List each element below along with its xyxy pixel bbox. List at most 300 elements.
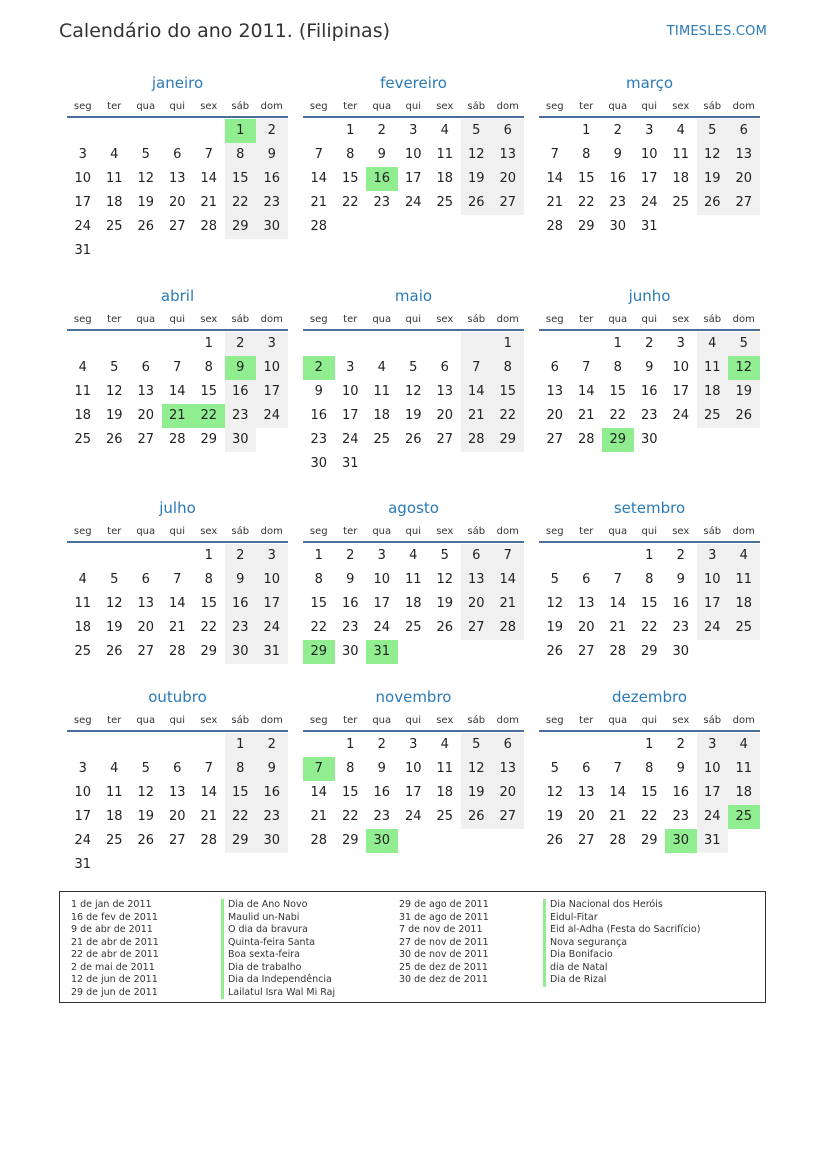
day-cell[interactable]: 25: [105, 219, 123, 234]
day-cell[interactable]: 10: [373, 572, 391, 587]
day-cell[interactable]: 17: [697, 781, 729, 805]
day-cell[interactable]: 12: [461, 143, 493, 167]
day-cell[interactable]: 4: [697, 332, 729, 356]
day-cell[interactable]: 2: [377, 123, 386, 138]
day-cell[interactable]: 30: [672, 644, 690, 659]
day-cell[interactable]: 2: [676, 737, 685, 752]
day-cell[interactable]: 11: [105, 785, 123, 800]
day-cell[interactable]: 28: [200, 833, 218, 848]
day-cell[interactable]: 21: [310, 195, 328, 210]
day-cell[interactable]: 24: [697, 616, 729, 640]
day-cell[interactable]: 19: [137, 195, 155, 210]
day-cell[interactable]: 11: [74, 596, 92, 611]
brand-link[interactable]: TIMESLES.COM: [666, 24, 767, 39]
day-cell[interactable]: 6: [173, 761, 182, 776]
day-cell[interactable]: 22: [341, 195, 359, 210]
day-cell[interactable]: 17: [404, 785, 422, 800]
day-cell[interactable]: 9: [377, 147, 386, 162]
day-cell[interactable]: 3: [645, 123, 654, 138]
day-cell[interactable]: 24: [697, 805, 729, 829]
day-cell[interactable]: 5: [440, 548, 449, 563]
day-cell[interactable]: 13: [577, 596, 595, 611]
day-cell[interactable]: 5: [550, 761, 559, 776]
day-cell[interactable]: 19: [105, 620, 123, 635]
day-cell[interactable]: 25: [436, 809, 454, 824]
day-cell[interactable]: 31: [366, 640, 398, 664]
day-cell[interactable]: 26: [461, 805, 493, 829]
day-cell[interactable]: 11: [404, 572, 422, 587]
day-cell[interactable]: 20: [168, 809, 186, 824]
day-cell[interactable]: 25: [672, 195, 690, 210]
day-cell[interactable]: 19: [461, 167, 493, 191]
day-cell[interactable]: 27: [168, 219, 186, 234]
day-cell[interactable]: 31: [341, 456, 359, 471]
day-cell[interactable]: 29: [492, 428, 524, 452]
day-cell[interactable]: 11: [436, 147, 454, 162]
day-cell[interactable]: 26: [697, 191, 729, 215]
day-cell[interactable]: 13: [492, 143, 524, 167]
day-cell[interactable]: 10: [697, 757, 729, 781]
day-cell[interactable]: 3: [697, 544, 729, 568]
day-cell[interactable]: 6: [550, 360, 559, 375]
day-cell[interactable]: 25: [728, 616, 760, 640]
day-cell[interactable]: 4: [78, 360, 87, 375]
day-cell[interactable]: 9: [256, 757, 288, 781]
day-cell[interactable]: 24: [256, 616, 288, 640]
day-cell[interactable]: 31: [640, 219, 658, 234]
day-cell[interactable]: 15: [577, 171, 595, 186]
day-cell[interactable]: 29: [200, 644, 218, 659]
day-cell[interactable]: 30: [225, 428, 257, 452]
day-cell[interactable]: 12: [461, 757, 493, 781]
day-cell[interactable]: 15: [200, 596, 218, 611]
day-cell[interactable]: 20: [137, 620, 155, 635]
day-cell[interactable]: 24: [256, 404, 288, 428]
day-cell[interactable]: 19: [697, 167, 729, 191]
day-cell[interactable]: 23: [373, 809, 391, 824]
day-cell[interactable]: 19: [137, 809, 155, 824]
day-cell[interactable]: 1: [492, 332, 524, 356]
day-cell[interactable]: 21: [609, 620, 627, 635]
day-cell[interactable]: 29: [602, 428, 634, 452]
day-cell[interactable]: 7: [613, 761, 622, 776]
day-cell[interactable]: 16: [225, 380, 257, 404]
day-cell[interactable]: 15: [225, 781, 257, 805]
day-cell[interactable]: 12: [697, 143, 729, 167]
day-cell[interactable]: 19: [105, 408, 123, 423]
day-cell[interactable]: 14: [492, 568, 524, 592]
day-cell[interactable]: 18: [404, 596, 422, 611]
day-cell[interactable]: 7: [173, 572, 182, 587]
day-cell[interactable]: 19: [461, 781, 493, 805]
day-cell[interactable]: 28: [546, 219, 564, 234]
day-cell[interactable]: 20: [436, 408, 454, 423]
day-cell[interactable]: 26: [404, 432, 422, 447]
day-cell[interactable]: 14: [461, 380, 493, 404]
day-cell[interactable]: 28: [492, 616, 524, 640]
day-cell[interactable]: 25: [404, 620, 422, 635]
day-cell[interactable]: 13: [168, 171, 186, 186]
day-cell[interactable]: 6: [492, 119, 524, 143]
day-cell[interactable]: 8: [582, 147, 591, 162]
day-cell[interactable]: 18: [697, 380, 729, 404]
day-cell[interactable]: 20: [492, 167, 524, 191]
day-cell[interactable]: 22: [341, 809, 359, 824]
day-cell[interactable]: 17: [256, 592, 288, 616]
day-cell[interactable]: 15: [609, 384, 627, 399]
day-cell[interactable]: 26: [105, 432, 123, 447]
day-cell[interactable]: 17: [341, 408, 359, 423]
day-cell[interactable]: 2: [256, 119, 288, 143]
day-cell[interactable]: 20: [546, 408, 564, 423]
day-cell[interactable]: 9: [225, 568, 257, 592]
day-cell[interactable]: 25: [105, 833, 123, 848]
day-cell[interactable]: 27: [436, 432, 454, 447]
day-cell[interactable]: 5: [728, 332, 760, 356]
day-cell[interactable]: 17: [404, 171, 422, 186]
day-cell[interactable]: 27: [577, 644, 595, 659]
day-cell[interactable]: 16: [256, 781, 288, 805]
day-cell[interactable]: 24: [74, 219, 92, 234]
day-cell[interactable]: 3: [78, 147, 87, 162]
day-cell[interactable]: 23: [672, 620, 690, 635]
day-cell[interactable]: 30: [256, 829, 288, 853]
day-cell[interactable]: 26: [105, 644, 123, 659]
day-cell[interactable]: 19: [546, 620, 564, 635]
day-cell[interactable]: 13: [436, 384, 454, 399]
day-cell[interactable]: 11: [74, 384, 92, 399]
day-cell[interactable]: 1: [225, 119, 257, 143]
day-cell[interactable]: 11: [373, 384, 391, 399]
day-cell[interactable]: 5: [461, 733, 493, 757]
day-cell[interactable]: 11: [672, 147, 690, 162]
day-cell[interactable]: 1: [314, 548, 323, 563]
day-cell[interactable]: 27: [546, 432, 564, 447]
day-cell[interactable]: 15: [341, 785, 359, 800]
day-cell[interactable]: 29: [225, 829, 257, 853]
day-cell[interactable]: 6: [582, 761, 591, 776]
day-cell[interactable]: 2: [613, 123, 622, 138]
day-cell[interactable]: 17: [697, 592, 729, 616]
day-cell[interactable]: 27: [168, 833, 186, 848]
day-cell[interactable]: 23: [672, 809, 690, 824]
day-cell[interactable]: 18: [728, 592, 760, 616]
day-cell[interactable]: 18: [74, 408, 92, 423]
day-cell[interactable]: 5: [110, 360, 119, 375]
day-cell[interactable]: 3: [409, 737, 418, 752]
day-cell[interactable]: 11: [728, 568, 760, 592]
day-cell[interactable]: 22: [492, 404, 524, 428]
day-cell[interactable]: 2: [645, 336, 654, 351]
day-cell[interactable]: 29: [341, 833, 359, 848]
day-cell[interactable]: 7: [582, 360, 591, 375]
day-cell[interactable]: 9: [377, 761, 386, 776]
day-cell[interactable]: 7: [492, 544, 524, 568]
day-cell[interactable]: 1: [225, 733, 257, 757]
day-cell[interactable]: 29: [640, 833, 658, 848]
day-cell[interactable]: 1: [346, 737, 355, 752]
day-cell[interactable]: 10: [256, 356, 288, 380]
day-cell[interactable]: 23: [609, 195, 627, 210]
day-cell[interactable]: 22: [310, 620, 328, 635]
day-cell[interactable]: 10: [404, 761, 422, 776]
day-cell[interactable]: 10: [74, 785, 92, 800]
day-cell[interactable]: 26: [728, 404, 760, 428]
day-cell[interactable]: 6: [582, 572, 591, 587]
day-cell[interactable]: 12: [436, 572, 454, 587]
day-cell[interactable]: 25: [436, 195, 454, 210]
day-cell[interactable]: 20: [577, 620, 595, 635]
day-cell[interactable]: 8: [225, 757, 257, 781]
day-cell[interactable]: 17: [672, 384, 690, 399]
day-cell[interactable]: 8: [645, 761, 654, 776]
day-cell[interactable]: 19: [436, 596, 454, 611]
day-cell[interactable]: 18: [105, 809, 123, 824]
day-cell[interactable]: 3: [697, 733, 729, 757]
day-cell[interactable]: 12: [546, 596, 564, 611]
day-cell[interactable]: 18: [436, 785, 454, 800]
day-cell[interactable]: 8: [492, 356, 524, 380]
day-cell[interactable]: 12: [728, 356, 760, 380]
day-cell[interactable]: 16: [310, 408, 328, 423]
day-cell[interactable]: 24: [640, 195, 658, 210]
day-cell[interactable]: 3: [256, 544, 288, 568]
day-cell[interactable]: 23: [310, 432, 328, 447]
day-cell[interactable]: 9: [613, 147, 622, 162]
day-cell[interactable]: 8: [346, 147, 355, 162]
day-cell[interactable]: 11: [436, 761, 454, 776]
day-cell[interactable]: 3: [409, 123, 418, 138]
day-cell[interactable]: 18: [105, 195, 123, 210]
day-cell[interactable]: 4: [110, 761, 119, 776]
day-cell[interactable]: 7: [303, 757, 335, 781]
day-cell[interactable]: 5: [141, 147, 150, 162]
day-cell[interactable]: 20: [137, 408, 155, 423]
day-cell[interactable]: 20: [461, 592, 493, 616]
day-cell[interactable]: 23: [640, 408, 658, 423]
day-cell[interactable]: 9: [645, 360, 654, 375]
day-cell[interactable]: 21: [609, 809, 627, 824]
day-cell[interactable]: 16: [256, 167, 288, 191]
day-cell[interactable]: 28: [577, 432, 595, 447]
day-cell[interactable]: 23: [225, 616, 257, 640]
day-cell[interactable]: 7: [204, 147, 213, 162]
day-cell[interactable]: 10: [74, 171, 92, 186]
day-cell[interactable]: 7: [204, 761, 213, 776]
day-cell[interactable]: 10: [697, 568, 729, 592]
day-cell[interactable]: 13: [577, 785, 595, 800]
day-cell[interactable]: 6: [141, 360, 150, 375]
day-cell[interactable]: 14: [546, 171, 564, 186]
day-cell[interactable]: 10: [256, 568, 288, 592]
day-cell[interactable]: 1: [645, 737, 654, 752]
day-cell[interactable]: 25: [74, 432, 92, 447]
day-cell[interactable]: 18: [728, 781, 760, 805]
day-cell[interactable]: 15: [310, 596, 328, 611]
day-cell[interactable]: 9: [346, 572, 355, 587]
day-cell[interactable]: 14: [310, 785, 328, 800]
day-cell[interactable]: 11: [697, 356, 729, 380]
day-cell[interactable]: 22: [200, 620, 218, 635]
day-cell[interactable]: 31: [74, 243, 92, 258]
day-cell[interactable]: 19: [404, 408, 422, 423]
day-cell[interactable]: 14: [168, 596, 186, 611]
day-cell[interactable]: 2: [225, 332, 257, 356]
day-cell[interactable]: 6: [492, 733, 524, 757]
day-cell[interactable]: 5: [697, 119, 729, 143]
day-cell[interactable]: 21: [546, 195, 564, 210]
day-cell[interactable]: 10: [640, 147, 658, 162]
day-cell[interactable]: 15: [341, 171, 359, 186]
day-cell[interactable]: 22: [193, 404, 225, 428]
day-cell[interactable]: 1: [204, 548, 213, 563]
day-cell[interactable]: 25: [697, 404, 729, 428]
day-cell[interactable]: 17: [256, 380, 288, 404]
day-cell[interactable]: 13: [461, 568, 493, 592]
day-cell[interactable]: 22: [225, 191, 257, 215]
day-cell[interactable]: 4: [78, 572, 87, 587]
day-cell[interactable]: 30: [256, 215, 288, 239]
day-cell[interactable]: 22: [225, 805, 257, 829]
day-cell[interactable]: 11: [105, 171, 123, 186]
day-cell[interactable]: 21: [577, 408, 595, 423]
day-cell[interactable]: 25: [74, 644, 92, 659]
day-cell[interactable]: 24: [373, 620, 391, 635]
day-cell[interactable]: 8: [225, 143, 257, 167]
day-cell[interactable]: 13: [728, 143, 760, 167]
day-cell[interactable]: 5: [409, 360, 418, 375]
day-cell[interactable]: 28: [609, 833, 627, 848]
day-cell[interactable]: 6: [728, 119, 760, 143]
day-cell[interactable]: 2: [676, 548, 685, 563]
day-cell[interactable]: 31: [74, 857, 92, 872]
day-cell[interactable]: 6: [173, 147, 182, 162]
day-cell[interactable]: 23: [341, 620, 359, 635]
day-cell[interactable]: 14: [609, 596, 627, 611]
day-cell[interactable]: 23: [225, 404, 257, 428]
day-cell[interactable]: 14: [577, 384, 595, 399]
day-cell[interactable]: 31: [697, 829, 729, 853]
day-cell[interactable]: 1: [204, 336, 213, 351]
day-cell[interactable]: 21: [200, 809, 218, 824]
day-cell[interactable]: 14: [200, 171, 218, 186]
day-cell[interactable]: 21: [310, 809, 328, 824]
day-cell[interactable]: 22: [640, 809, 658, 824]
day-cell[interactable]: 28: [168, 432, 186, 447]
day-cell[interactable]: 1: [582, 123, 591, 138]
day-cell[interactable]: 3: [377, 548, 386, 563]
day-cell[interactable]: 30: [640, 432, 658, 447]
day-cell[interactable]: 20: [728, 167, 760, 191]
day-cell[interactable]: 30: [609, 219, 627, 234]
day-cell[interactable]: 9: [676, 761, 685, 776]
day-cell[interactable]: 4: [110, 147, 119, 162]
day-cell[interactable]: 16: [225, 592, 257, 616]
day-cell[interactable]: 11: [728, 757, 760, 781]
day-cell[interactable]: 21: [162, 404, 194, 428]
day-cell[interactable]: 5: [461, 119, 493, 143]
day-cell[interactable]: 16: [640, 384, 658, 399]
day-cell[interactable]: 5: [550, 572, 559, 587]
day-cell[interactable]: 3: [78, 761, 87, 776]
day-cell[interactable]: 8: [204, 572, 213, 587]
day-cell[interactable]: 19: [546, 809, 564, 824]
day-cell[interactable]: 31: [256, 640, 288, 664]
day-cell[interactable]: 10: [672, 360, 690, 375]
day-cell[interactable]: 18: [74, 620, 92, 635]
day-cell[interactable]: 19: [728, 380, 760, 404]
day-cell[interactable]: 7: [613, 572, 622, 587]
day-cell[interactable]: 13: [137, 384, 155, 399]
day-cell[interactable]: 26: [137, 219, 155, 234]
day-cell[interactable]: 26: [137, 833, 155, 848]
day-cell[interactable]: 2: [377, 737, 386, 752]
day-cell[interactable]: 29: [303, 640, 335, 664]
day-cell[interactable]: 21: [461, 404, 493, 428]
day-cell[interactable]: 16: [672, 596, 690, 611]
day-cell[interactable]: 26: [546, 833, 564, 848]
day-cell[interactable]: 20: [577, 809, 595, 824]
day-cell[interactable]: 13: [168, 785, 186, 800]
day-cell[interactable]: 4: [440, 123, 449, 138]
day-cell[interactable]: 30: [341, 644, 359, 659]
day-cell[interactable]: 25: [728, 805, 760, 829]
day-cell[interactable]: 28: [609, 644, 627, 659]
day-cell[interactable]: 2: [346, 548, 355, 563]
day-cell[interactable]: 30: [665, 829, 697, 853]
day-cell[interactable]: 7: [173, 360, 182, 375]
day-cell[interactable]: 14: [200, 785, 218, 800]
day-cell[interactable]: 29: [225, 215, 257, 239]
day-cell[interactable]: 4: [409, 548, 418, 563]
day-cell[interactable]: 2: [303, 356, 335, 380]
day-cell[interactable]: 16: [341, 596, 359, 611]
day-cell[interactable]: 30: [225, 640, 257, 664]
day-cell[interactable]: 27: [461, 616, 493, 640]
day-cell[interactable]: 1: [613, 336, 622, 351]
day-cell[interactable]: 28: [310, 833, 328, 848]
day-cell[interactable]: 29: [577, 219, 595, 234]
day-cell[interactable]: 3: [676, 336, 685, 351]
day-cell[interactable]: 16: [609, 171, 627, 186]
day-cell[interactable]: 28: [168, 644, 186, 659]
day-cell[interactable]: 24: [341, 432, 359, 447]
day-cell[interactable]: 1: [346, 123, 355, 138]
day-cell[interactable]: 6: [461, 544, 493, 568]
day-cell[interactable]: 9: [225, 356, 257, 380]
day-cell[interactable]: 28: [310, 219, 328, 234]
day-cell[interactable]: 28: [461, 428, 493, 452]
day-cell[interactable]: 17: [373, 596, 391, 611]
day-cell[interactable]: 4: [728, 544, 760, 568]
day-cell[interactable]: 15: [200, 384, 218, 399]
day-cell[interactable]: 7: [461, 356, 493, 380]
day-cell[interactable]: 15: [640, 785, 658, 800]
day-cell[interactable]: 1: [645, 548, 654, 563]
day-cell[interactable]: 2: [225, 544, 257, 568]
day-cell[interactable]: 12: [137, 785, 155, 800]
day-cell[interactable]: 24: [672, 408, 690, 423]
day-cell[interactable]: 27: [577, 833, 595, 848]
day-cell[interactable]: 23: [373, 195, 391, 210]
day-cell[interactable]: 8: [204, 360, 213, 375]
day-cell[interactable]: 18: [436, 171, 454, 186]
day-cell[interactable]: 30: [310, 456, 328, 471]
day-cell[interactable]: 18: [373, 408, 391, 423]
day-cell[interactable]: 10: [404, 147, 422, 162]
day-cell[interactable]: 22: [577, 195, 595, 210]
day-cell[interactable]: 16: [672, 785, 690, 800]
